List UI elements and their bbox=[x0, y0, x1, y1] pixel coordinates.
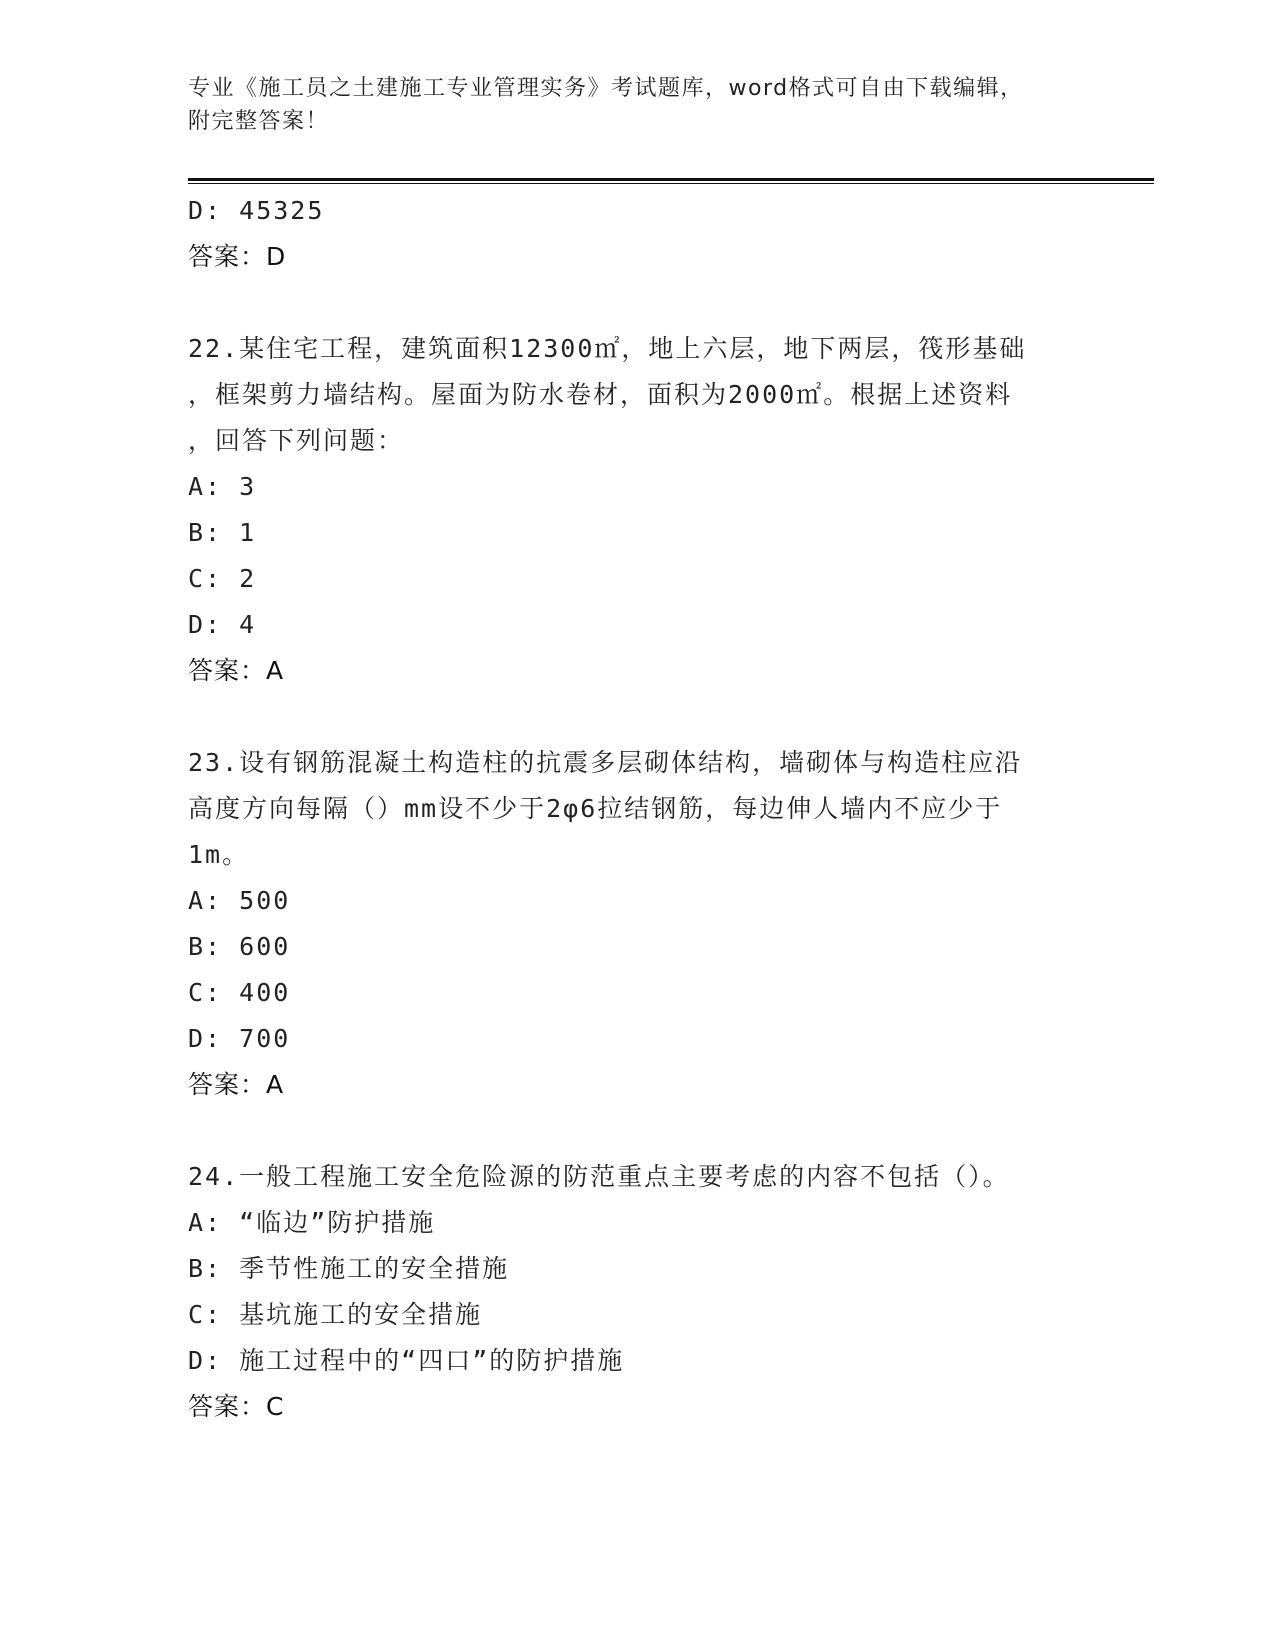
option-b: B: 600 bbox=[188, 932, 291, 961]
option-b: B: 季节性施工的安全措施 bbox=[188, 1254, 510, 1283]
option-a: A: “临边”防护措施 bbox=[188, 1208, 436, 1237]
header-line-2: 附完整答案！ bbox=[188, 109, 330, 134]
question-24 bbox=[188, 1154, 1088, 1430]
spacer bbox=[188, 1108, 1088, 1154]
header-divider-thin bbox=[188, 183, 1154, 184]
previous-question-tail bbox=[188, 188, 1088, 280]
answer-line: 答案：A bbox=[188, 656, 285, 685]
option-c: C: 基坑施工的安全措施 bbox=[188, 1300, 483, 1329]
question-stem: ，框架剪力墙结构。屋面为防水卷材，面积为2000㎡。根据上述资料 bbox=[188, 380, 1013, 409]
question-stem: 22.某住宅工程，建筑面积12300㎡，地上六层，地下两层，筏形基础 bbox=[188, 334, 1027, 363]
spacer bbox=[188, 280, 1088, 326]
question-stem: ，回答下列问题： bbox=[188, 426, 405, 455]
option-d: D: 45325 bbox=[188, 196, 325, 225]
option-d: D: 700 bbox=[188, 1024, 291, 1053]
option-d: D: 施工过程中的“四口”的防护措施 bbox=[188, 1346, 625, 1375]
option-d: D: 4 bbox=[188, 610, 257, 639]
answer-line: 答案：D bbox=[188, 242, 287, 271]
option-a: A: 3 bbox=[188, 472, 257, 501]
answer-line: 答案：A bbox=[188, 1070, 285, 1099]
option-a: A: 500 bbox=[188, 886, 291, 915]
option-b: B: 1 bbox=[188, 518, 257, 547]
header-line-1: 专业《施工员之土建施工专业管理实务》考试题库，word格式可自由下载编辑， bbox=[188, 76, 1024, 101]
option-c: C: 400 bbox=[188, 978, 291, 1007]
answer-line: 答案：C bbox=[188, 1392, 285, 1421]
document-header bbox=[188, 72, 1088, 138]
question-stem: 24.一般工程施工安全危险源的防范重点主要考虑的内容不包括（）。 bbox=[188, 1162, 1010, 1191]
question-23 bbox=[188, 740, 1088, 1108]
question-22 bbox=[188, 326, 1088, 694]
question-stem: 23.设有钢筋混凝土构造柱的抗震多层砌体结构，墙砌体与构造柱应沿 bbox=[188, 748, 1023, 777]
spacer bbox=[188, 694, 1088, 740]
question-stem: 1m。 bbox=[188, 840, 250, 869]
option-c: C: 2 bbox=[188, 564, 257, 593]
header-divider bbox=[188, 178, 1154, 181]
question-list bbox=[188, 188, 1088, 1430]
question-stem: 高度方向每隔（）mm设不少于2φ6拉结钢筋，每边伸人墙内不应少于 bbox=[188, 794, 1003, 823]
